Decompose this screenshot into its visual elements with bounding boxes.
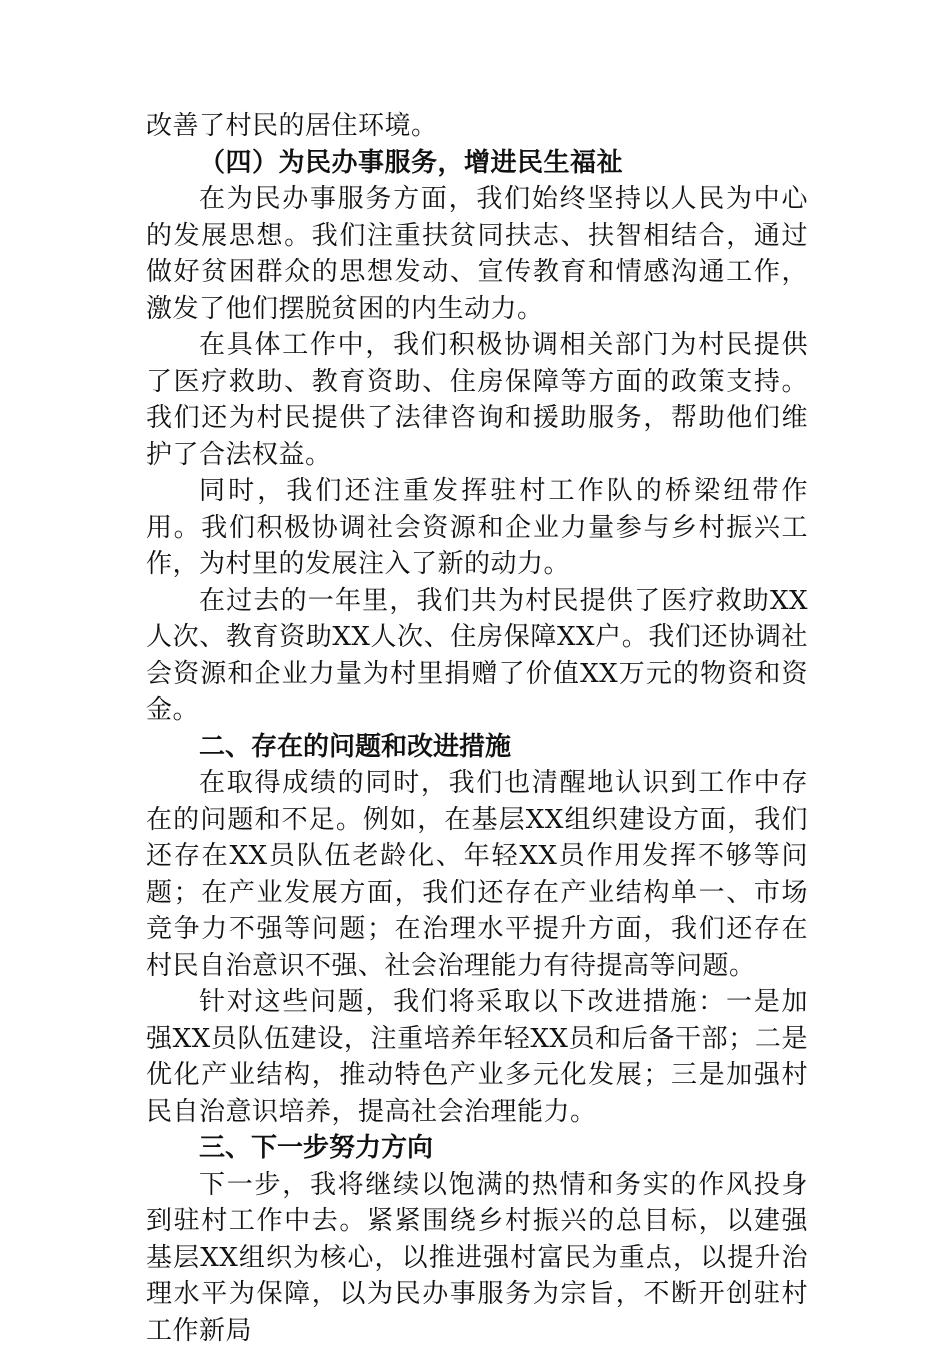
subheading-section-4: （四）为民办事服务，增进民生福祉 xyxy=(146,145,808,182)
heading-next-steps: 三、下一步努力方向 xyxy=(146,1130,808,1167)
paragraph-service-approach: 在为民办事服务方面，我们始终坚持以人民为中心的发展思想。我们注重扶贫同扶志、扶智相结合，通过做好贫困群众的思想发动、宣传教育和情感沟通工作，激发了他们摆脱贫困的内生动力。 xyxy=(146,181,808,327)
paragraph-next-steps: 下一步，我将继续以饱满的热情和务实的作风投身到驻村工作中去。紧紧围绕乡村振兴的总目标，以建强基层XX组织为核心，以推进强村富民为重点，以提升治理水平为保障，以为民办事服务为宗旨，不断开创驻村工作新局 xyxy=(146,1167,808,1349)
paragraph-policy-support: 在具体工作中，我们积极协调相关部门为村民提供了医疗救助、教育资助、住房保障等方面的政策支持。我们还为村民提供了法律咨询和援助服务，帮助他们维护了合法权益。 xyxy=(146,327,808,473)
paragraph-bridge-role: 同时，我们还注重发挥驻村工作队的桥梁纽带作用。我们积极协调社会资源和企业力量参与乡村振兴工作，为村里的发展注入了新的动力。 xyxy=(146,473,808,583)
paragraph-problems: 在取得成绩的同时，我们也清醒地认识到工作中存在的问题和不足。例如，在基层XX组织建设方面，我们还存在XX员队伍老龄化、年轻XX员作用发挥不够等问题；在产业发展方面，我们还存在产业结构单一、市场竞争力不强等问题；在治理水平提升方面，我们还存在村民自治意识不强、社会治理能力有待提高等问题。 xyxy=(146,765,808,984)
paragraph-continuation: 改善了村民的居住环境。 xyxy=(146,108,808,145)
paragraph-yearly-results: 在过去的一年里，我们共为村民提供了医疗救助XX人次、教育资助XX人次、住房保障XX户。我们还协调社会资源和企业力量为村里捐赠了价值XX万元的物资和资金。 xyxy=(146,583,808,729)
paragraph-measures: 针对这些问题，我们将采取以下改进措施：一是加强XX员队伍建设，注重培养年轻XX员和后备干部；二是优化产业结构，推动特色产业多元化发展；三是加强村民自治意识培养，提高社会治理能力。 xyxy=(146,984,808,1130)
document-body xyxy=(146,108,808,1349)
heading-problems-and-measures: 二、存在的问题和改进措施 xyxy=(146,729,808,766)
